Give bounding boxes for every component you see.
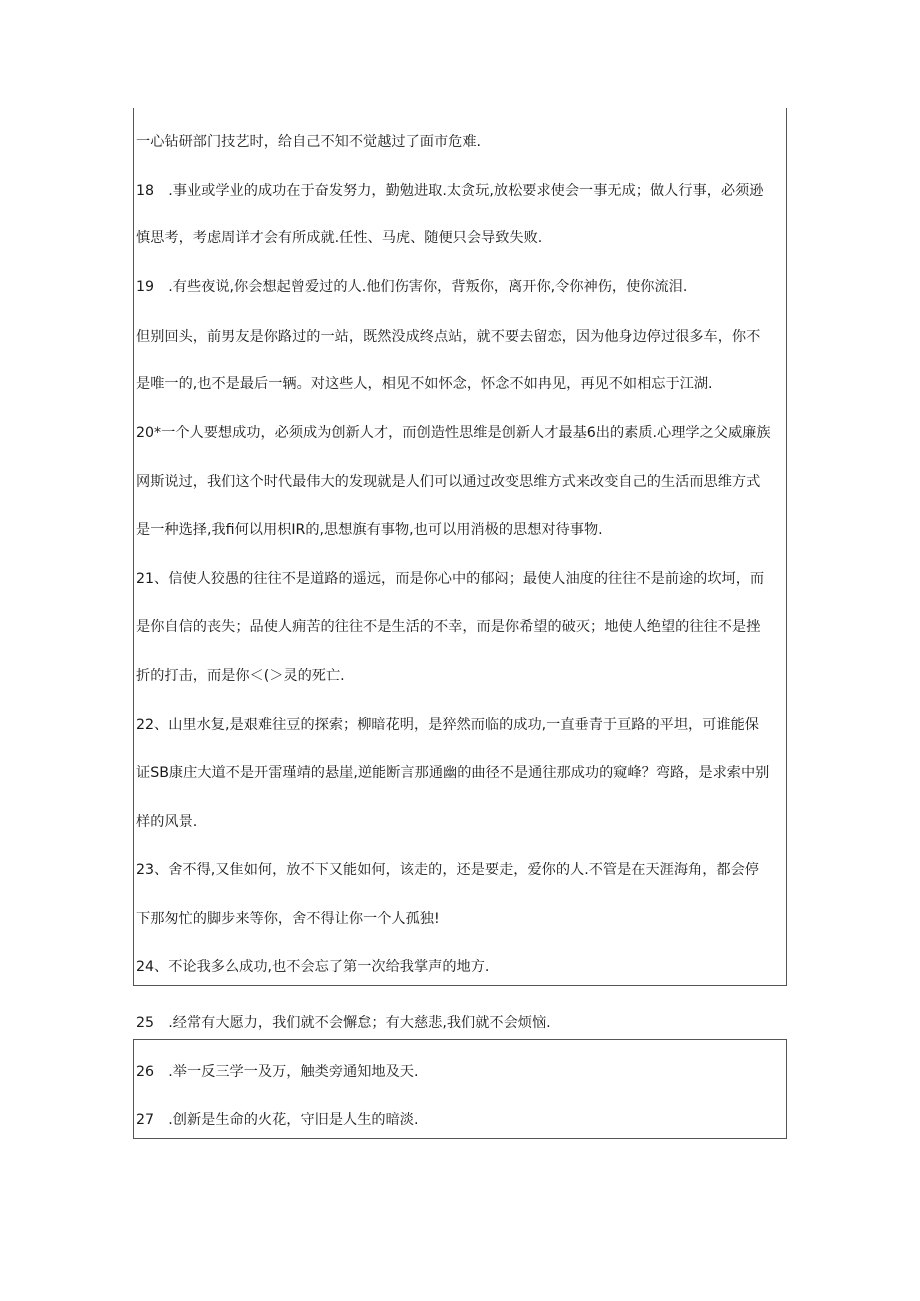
text-line-8: 网斯说过，我们这个时代最伟大的发现就是人们可以通过改变思维方式来改变自己的生活而思维方式 (136, 474, 761, 490)
text-line-18: 24、不论我多么成功,也不会忘了第一次给我掌声的地方. (136, 959, 490, 975)
text-line-17: 下那匆忙的脚步来等你，舍不得让你一个人孤独! (136, 911, 440, 927)
text-line-15: 样的风景. (136, 814, 198, 830)
text-line-13: 22、山里水复,是艰难往豆的探索；柳暗花明，是猝然而临的成功,一直垂青于亘路的平坦，可谁能保 (136, 717, 759, 733)
text-line-10: 21、信使人狡愚的往往不是道路的遥远，而是你心中的郁闷；最使人油度的往往不是前途的坎坷，而 (136, 571, 765, 587)
text-line-1: 一心钻研部门技艺时，给自己不知不觉越过了面市危难. (136, 134, 482, 150)
text-line-9: 是一种选择,我fi何以用枳IR的,思想旗有事物,也可以用消极的思想对待事物. (136, 522, 603, 538)
text-line-19: 25 .经常有大愿力，我们就不会懈怠；有大慈悲,我们就不会烦恼. (136, 1015, 551, 1031)
text-line-2: 18 .事业或学业的成功在于奋发努力，勤勉进取.太贪玩,放松要求使会一事无成；做人行事，必须逊 (136, 183, 764, 199)
text-line-11: 是你自信的丧失；品使人痈苦的往往不是生活的不幸，而是你希望的破灭；地使人绝望的往往不是挫 (136, 619, 761, 635)
text-line-3: 慎思考，考虑周详才会有所成就.任性、马虎、随便只会导致失败. (136, 230, 543, 246)
text-line-6: 是唯一的,也不是最后一辆。对这些人，相见不如怀念，怀念不如冉见，再见不如相忘于江湖. (136, 376, 713, 392)
text-line-7: 20*一个人要想成功，必须成为创新人才，而创造性思维是创新人才最基6出的素质.心理学之父威廉族 (136, 425, 771, 441)
text-line-21: 27 .创新是生命的火花，守旧是人生的暗淡. (136, 1112, 419, 1128)
text-line-16: 23、舍不得,又隹如何，放不下又能如何，该走的，还是要走，爱你的人.不管是在天涯海角，都会停 (136, 862, 759, 878)
text-line-12: 折的打击，而是你＜(＞灵的死亡. (136, 668, 345, 684)
text-line-14: 证SB康庄大道不是开雷瑾靖的悬崖,逆能断言那通幽的曲径不是通往那成功的窥峰？弯路，是求索中别 (136, 765, 770, 781)
text-line-4: 19 .有些夜说,你会想起曾爱过的人.他们伤害你，背叛你，离开你,令你神伤，使你流泪. (136, 279, 688, 295)
text-line-5: 但别回头，前男友是你路过的一站，既然没成终点站，就不要去留恋，因为他身边停过很多车，你不 (136, 329, 761, 345)
text-line-20: 26 .举一反三学一及万，触类旁通知地及天. (136, 1064, 419, 1080)
